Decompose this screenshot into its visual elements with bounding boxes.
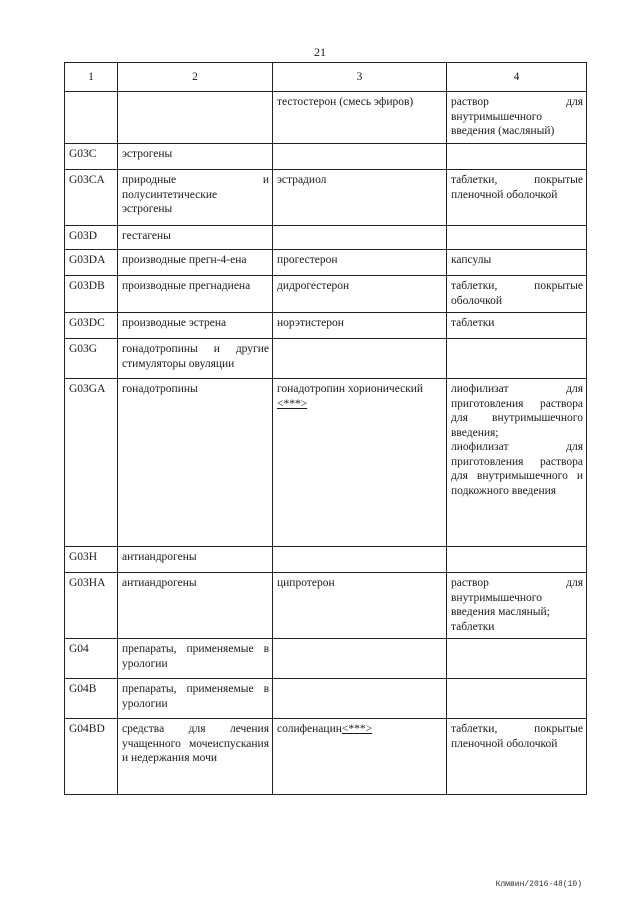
atc-code-cell: G04 bbox=[65, 639, 118, 679]
atc-code-cell bbox=[65, 92, 118, 144]
drug-name-cell bbox=[273, 226, 447, 250]
drug-name-cell bbox=[273, 276, 447, 313]
dosage-form-line: лиофилизат для приготовления раствора для внутримышечного введения; bbox=[451, 383, 583, 439]
drug-table bbox=[64, 62, 587, 795]
dosage-form-line: лиофилизат для приготовления раствора для внутримышечного и подкожного введения bbox=[451, 441, 583, 497]
drug-note-marker: <***> bbox=[277, 397, 308, 410]
dosage-form-cell bbox=[447, 639, 587, 679]
table-row bbox=[65, 639, 587, 679]
group-name-cell: природные и полусинтетические эстрогены bbox=[118, 170, 273, 226]
atc-code-cell: G03G bbox=[65, 339, 118, 379]
dosage-form-cell bbox=[447, 313, 587, 339]
page-number: 21 bbox=[314, 45, 326, 59]
drug-name: солифенацин bbox=[277, 723, 342, 735]
column-header: 3 bbox=[273, 63, 447, 92]
atc-code-cell: G04B bbox=[65, 679, 118, 719]
table-row bbox=[65, 144, 587, 170]
drug-name-cell bbox=[273, 547, 447, 573]
table-row bbox=[65, 573, 587, 639]
atc-code-cell: G03HA bbox=[65, 573, 118, 639]
atc-code-cell: G03GA bbox=[65, 379, 118, 547]
drug-name-cell bbox=[273, 170, 447, 226]
group-name-cell: гонадотропины bbox=[118, 379, 273, 547]
dosage-form-cell bbox=[447, 250, 587, 276]
table-row bbox=[65, 719, 587, 795]
drug-note-marker: <***> bbox=[341, 723, 373, 735]
dosage-form-line: таблетки, покрытые оболочкой bbox=[451, 280, 583, 307]
dosage-form-cell bbox=[447, 276, 587, 313]
group-name-cell: производные прегнадиена bbox=[118, 276, 273, 313]
drug-name-cell bbox=[273, 719, 447, 795]
drug-name-cell bbox=[273, 379, 447, 547]
table-row bbox=[65, 92, 587, 144]
dosage-form-cell bbox=[447, 379, 587, 547]
document-reference: Клмвин/2016-48(10) bbox=[495, 880, 582, 889]
dosage-form-cell bbox=[447, 170, 587, 226]
dosage-form-cell bbox=[447, 547, 587, 573]
group-name-cell: гонадотропины и другие стимуляторы овуляции bbox=[118, 339, 273, 379]
drug-name: эстрадиол bbox=[277, 174, 327, 186]
table-header-row bbox=[65, 63, 587, 92]
atc-code-cell: G03CA bbox=[65, 170, 118, 226]
column-header: 1 bbox=[65, 63, 118, 92]
dosage-form-cell bbox=[447, 92, 587, 144]
drug-name-cell bbox=[273, 144, 447, 170]
drug-name-cell bbox=[273, 639, 447, 679]
group-name-cell: антиандрогены bbox=[118, 547, 273, 573]
group-name-cell: производные прегн-4-ена bbox=[118, 250, 273, 276]
atc-code-cell: G03H bbox=[65, 547, 118, 573]
drug-name-cell bbox=[273, 250, 447, 276]
table-body bbox=[65, 92, 587, 795]
dosage-form-line: капсулы bbox=[451, 254, 492, 266]
drug-name: норэтистерон bbox=[277, 317, 344, 329]
group-name-cell: препараты, применяемые в урологии bbox=[118, 679, 273, 719]
atc-code-cell: G04BD bbox=[65, 719, 118, 795]
table-row bbox=[65, 313, 587, 339]
dosage-form-cell bbox=[447, 339, 587, 379]
dosage-form-line: таблетки, покрытые пленочной оболочкой bbox=[451, 174, 583, 201]
drug-name: прогестерон bbox=[277, 254, 338, 266]
drug-name: ципротерон bbox=[277, 577, 335, 589]
group-name-cell: антиандрогены bbox=[118, 573, 273, 639]
dosage-form-line: таблетки bbox=[451, 620, 495, 633]
atc-code-cell: G03DC bbox=[65, 313, 118, 339]
drug-name-cell bbox=[273, 339, 447, 379]
drug-name: дидрогестерон bbox=[277, 280, 350, 292]
dosage-form-cell bbox=[447, 719, 587, 795]
column-header: 4 bbox=[447, 63, 587, 92]
drug-name-cell bbox=[273, 573, 447, 639]
table-row bbox=[65, 226, 587, 250]
dosage-form-cell bbox=[447, 226, 587, 250]
drug-name: гонадотропин хорионический bbox=[277, 383, 424, 395]
group-name-cell bbox=[118, 92, 273, 144]
drug-name: тестостерон (смесь эфиров) bbox=[277, 96, 414, 108]
table-row bbox=[65, 679, 587, 719]
dosage-form-line: раствор для внутримышечного введения (масляный) bbox=[451, 96, 583, 137]
atc-code-cell: G03C bbox=[65, 144, 118, 170]
dosage-form-cell bbox=[447, 679, 587, 719]
drug-name-cell bbox=[273, 679, 447, 719]
atc-code-cell: G03D bbox=[65, 226, 118, 250]
atc-code-cell: G03DA bbox=[65, 250, 118, 276]
atc-code-cell: G03DB bbox=[65, 276, 118, 313]
dosage-form-cell bbox=[447, 144, 587, 170]
dosage-form-line: таблетки bbox=[451, 317, 495, 329]
table-row bbox=[65, 250, 587, 276]
group-name-cell: производные эстрена bbox=[118, 313, 273, 339]
table-row bbox=[65, 170, 587, 226]
dosage-form-cell bbox=[447, 573, 587, 639]
table-row bbox=[65, 276, 587, 313]
group-name-cell: эстрогены bbox=[118, 144, 273, 170]
drug-name-cell bbox=[273, 92, 447, 144]
dosage-form-line: раствор для внутримышечного введения масляный; bbox=[451, 577, 583, 618]
group-name-cell: средства для лечения учащенного мочеиспускания и недержания мочи bbox=[118, 719, 273, 795]
drug-name-cell bbox=[273, 313, 447, 339]
dosage-form-line: таблетки, покрытые пленочной оболочкой bbox=[451, 723, 583, 750]
group-name-cell: гестагены bbox=[118, 226, 273, 250]
table-row bbox=[65, 339, 587, 379]
column-header: 2 bbox=[118, 63, 273, 92]
group-name-cell: препараты, применяемые в урологии bbox=[118, 639, 273, 679]
table-row bbox=[65, 379, 587, 547]
table-row bbox=[65, 547, 587, 573]
